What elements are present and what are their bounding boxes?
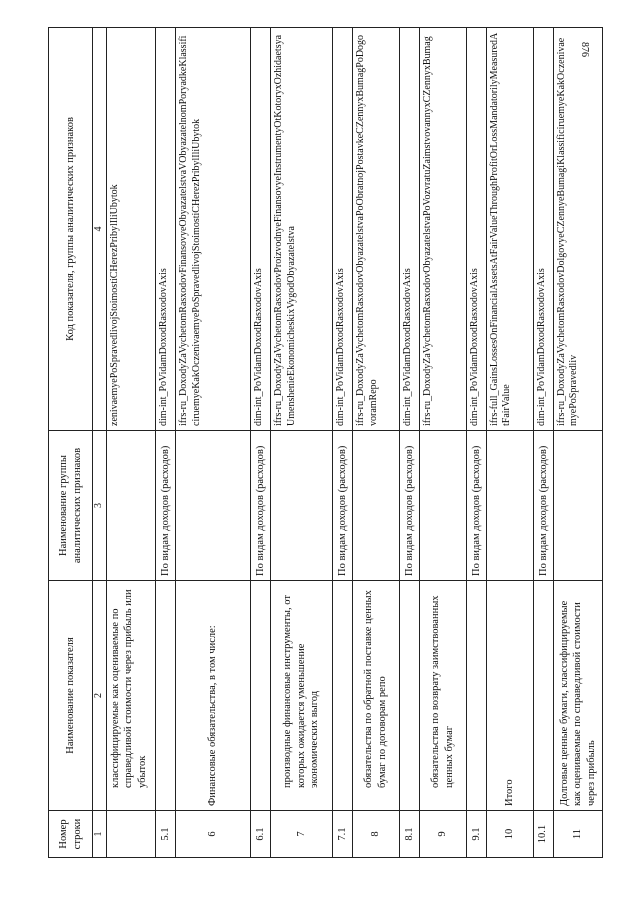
indicator-code: dim-int_PoVidamDoxodRasxodovAxis — [399, 28, 419, 431]
group-name: По видам доходов (расходов) — [533, 431, 553, 581]
indicator-code: dim-int_PoVidamDoxodRasxodovAxis — [533, 28, 553, 431]
group-name: По видам доходов (расходов) — [332, 431, 352, 581]
header-row-number: Номер строки — [49, 811, 93, 858]
column-number: 3 — [93, 431, 107, 581]
table-row — [466, 28, 486, 858]
indicator-table — [48, 27, 603, 858]
indicator-name: Итого — [486, 581, 533, 811]
header-row — [49, 28, 93, 858]
column-number: 2 — [93, 581, 107, 811]
row-number: 7 — [270, 811, 332, 858]
indicator-code: zenivaemyePoSpravedlivojStoimostiCHerezPribylIliUbytok — [106, 28, 155, 431]
page-number: 876 — [579, 42, 590, 57]
group-name: По видам доходов (расходов) — [466, 431, 486, 581]
indicator-name: Долговые ценные бумаги, классифицируемые как оцениваемые по справедливой стоимости через прибыль — [553, 581, 602, 811]
group-name — [175, 431, 250, 581]
indicator-name — [399, 581, 419, 811]
table-row — [270, 28, 332, 858]
group-name: По видам доходов (расходов) — [399, 431, 419, 581]
header-code: Код показателя, группы аналитических признаков — [49, 28, 93, 431]
table-row — [175, 28, 250, 858]
row-number — [106, 811, 155, 858]
column-number-row — [93, 28, 107, 858]
table-row — [250, 28, 270, 858]
indicator-code: ifrs-full_GainsLossesOnFinancialAssetsAtFairValueThroughProfitOrLossMandatorilyMeasuredAtFairValue — [486, 28, 533, 431]
indicator-code: dim-int_PoVidamDoxodRasxodovAxis — [466, 28, 486, 431]
indicator-name — [250, 581, 270, 811]
row-number: 9 — [419, 811, 466, 858]
group-name — [270, 431, 332, 581]
row-number: 10.1 — [533, 811, 553, 858]
indicator-code: ifrs-ru_DoxodyZaVychetomRasxodovObyazatelstvaPoObratnojPostavkeCZennyxBumagPoDogovoramRepo — [352, 28, 399, 431]
indicator-code: dim-int_PoVidamDoxodRasxodovAxis — [156, 28, 176, 431]
row-number: 6 — [175, 811, 250, 858]
group-name — [419, 431, 466, 581]
table-row — [533, 28, 553, 858]
table-row — [106, 28, 155, 858]
row-number: 8 — [352, 811, 399, 858]
indicator-code: ifrs-ru_DoxodyZaVychetomRasxodovProizvodnyeFinansovyeInstrumentyOtKotoryxOzhidaetsyaUmenshenieEkonomicheskixVygodObyazatelstva — [270, 28, 332, 431]
row-number: 5.1 — [156, 811, 176, 858]
row-number: 10 — [486, 811, 533, 858]
indicator-name: Финансовые обязательства, в том числе: — [175, 581, 250, 811]
indicator-name: обязательства по возврату заимствованных ценных бумаг — [419, 581, 466, 811]
indicator-code: ifrs-ru_DoxodyZaVychetomRasxodovObyazatelstvaPoVozvratuZaimstvovannyxCZennyxBumag — [419, 28, 466, 431]
row-number: 9.1 — [466, 811, 486, 858]
indicator-name — [533, 581, 553, 811]
group-name: По видам доходов (расходов) — [250, 431, 270, 581]
indicator-name — [466, 581, 486, 811]
group-name — [486, 431, 533, 581]
header-group-name: Наименование группы аналитических признаков — [49, 431, 93, 581]
column-number: 1 — [93, 811, 107, 858]
indicator-name: обязательства по обратной поставке ценных бумаг по договорам репо — [352, 581, 399, 811]
table-row — [332, 28, 352, 858]
row-number: 6.1 — [250, 811, 270, 858]
table-row — [399, 28, 419, 858]
indicator-name: классифицируемые как оцениваемые по справедливой стоимости через прибыль или убыток — [106, 581, 155, 811]
row-number: 11 — [553, 811, 602, 858]
column-number: 4 — [93, 28, 107, 431]
table-row — [156, 28, 176, 858]
indicator-code: ifrs-ru_DoxodyZaVychetomRasxodovDolgovyeCZennyeBumagiKlassificiruemyeKakOczenivaemyePoSpravedliv — [553, 28, 602, 431]
group-name — [352, 431, 399, 581]
indicator-name — [156, 581, 176, 811]
header-indicator-name: Наименование показателя — [49, 581, 93, 811]
table-row — [553, 28, 602, 858]
table-row — [419, 28, 466, 858]
table-row — [486, 28, 533, 858]
table-row — [352, 28, 399, 858]
indicator-code: dim-int_PoVidamDoxodRasxodovAxis — [250, 28, 270, 431]
indicator-code: ifrs-ru_DoxodyZaVychetomRasxodovFinansovyeObyazatelstvaVObyazatelnomPoryadkeKlassificiruemyeKakOczenivaemyePoSpravedlivojStoimostiCHerezPribylIliUbytok — [175, 28, 250, 431]
rotated-table-container — [48, 28, 603, 858]
group-name: По видам доходов (расходов) — [156, 431, 176, 581]
row-number: 7.1 — [332, 811, 352, 858]
indicator-name: производные финансовые инструменты, от которых ожидается уменьшение экономических выгод — [270, 581, 332, 811]
indicator-name — [332, 581, 352, 811]
row-number: 8.1 — [399, 811, 419, 858]
group-name — [553, 431, 602, 581]
indicator-code: dim-int_PoVidamDoxodRasxodovAxis — [332, 28, 352, 431]
group-name — [106, 431, 155, 581]
